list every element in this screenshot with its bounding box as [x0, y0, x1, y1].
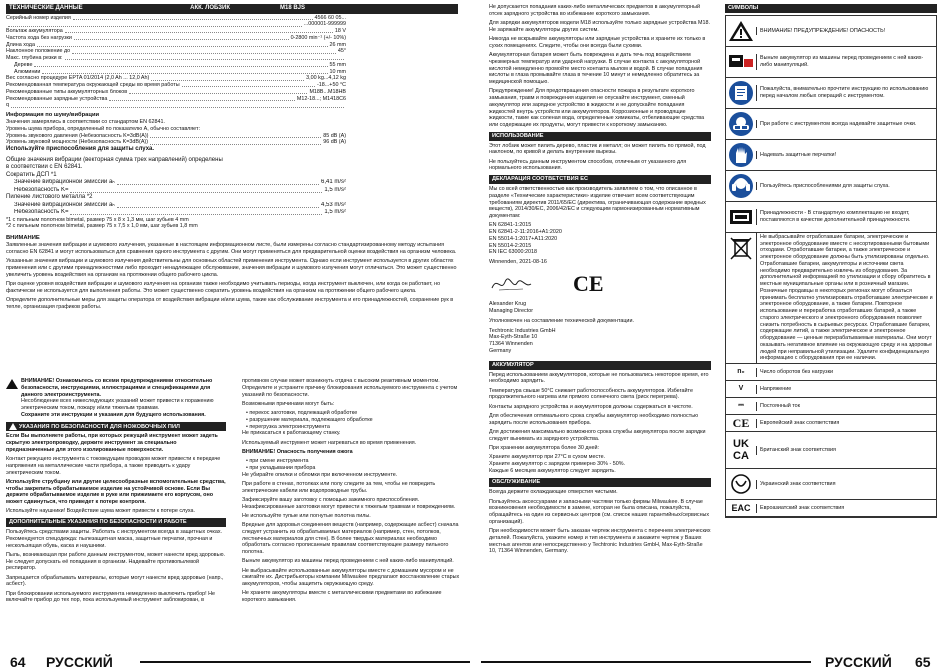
spec-leader: [109, 96, 295, 101]
symbol-row: [726, 364, 936, 381]
symbol-description: Украинский знак соответствия: [756, 480, 936, 489]
spec-leader: [74, 35, 289, 40]
standard-item: EN 62841-2-11:2016+A1:2020: [489, 229, 562, 236]
battery-remove-icon: [727, 48, 755, 76]
spec-row: [6, 42, 346, 49]
address-line: Germany: [489, 347, 512, 354]
spec-value: 45°: [337, 48, 346, 55]
footer-64: [0, 654, 475, 670]
spec-label: Вес согласно процедуре EPTA 01/2014 (2,0 Ah ... 12,0 Ah): [6, 75, 150, 82]
declaration-header: [489, 175, 711, 184]
spec-label: Дереве: [14, 61, 33, 68]
footer-rule: [140, 661, 470, 663]
warning-triangle-icon: [727, 17, 755, 45]
spec-row: [6, 82, 346, 89]
saw-safety-header: [6, 422, 226, 432]
symbol-row: [726, 500, 936, 517]
spec-value: 4566 60 05...: [314, 14, 346, 21]
spec-row: [6, 187, 346, 195]
battery-paragraph: Перед использованием аккумуляторов, которые не пользовались некоторое время, его необходимо зарядить.: [489, 371, 709, 385]
warning-keep: Сохраните эти инструкции и указания для будущего использования.: [21, 411, 206, 418]
symbols-column: [725, 4, 937, 650]
spec-row: [6, 202, 346, 210]
col2-paragraph: Не убирайте опилки и обломки при включенном инструменте.: [242, 471, 398, 478]
service-paragraph: При необходимости может быть заказан чертеж инструмента с перечнем электрических деталей. Пожалуйста, укажите номер и тип инструмента и закажите чертеж у Ваших местных агентов или непосредственно у Techtronic Industries GmbH, Max-Eyth-Straße 10, 71364 Winnenden, Germany.: [489, 528, 711, 555]
battery-paragraph: Каждые 6 месяцев аккумулятор следует зарядить.: [489, 467, 616, 474]
symbol-description: Пользуйтесь приспособлениями для защиты слуха.: [756, 182, 936, 191]
spec-leader: [70, 187, 322, 193]
spec-row: [6, 21, 346, 28]
spec-row: [6, 62, 346, 69]
ukraine-mark-icon: [727, 470, 755, 498]
attention-block: [6, 235, 458, 310]
service-paragraph: Всегда держите охлаждающие отверстия чистыми.: [489, 489, 618, 496]
spec-row: [6, 75, 346, 82]
battery-paragraph: Температура свыше 50°C снижает работоспособность аккумуляторов. Избегайте продолжительного нагрева или прямого солнечного света (риск перегрева).: [489, 387, 693, 401]
spec-row: [6, 28, 346, 35]
spec-value: ...000001-999999: [303, 21, 346, 28]
extra-paragraph: Пыль, возникающая при работе данным инструментом, может нанести вред здоровью. Не следует допускать её попадания в организм. Надевайте противопылевой респиратор.: [6, 551, 225, 572]
spec-label: Рекомендованные зарядные устройства: [6, 95, 108, 102]
service-paragraph: Пользуйтесь аксессуарами и запасными частями только фирмы Milwaukee. В случае возникновения необходимости в замене, которая не была описана, пожалуйста, обращайтесь на один из сервисных центров (см. список наших гарантийных/сервисных организаций).: [489, 498, 710, 525]
symbol-row: [726, 398, 936, 415]
battery-paragraph: Аккумуляторная батарея может быть повреждена и дать течь под воздействием чрезмерных температур или ударной нагрузки. В случае контакта с аккумуляторной кислотой немедленно промойте место контакта мылом и водой. В случае попадания кислоты в глаза промывайте глаза в течение 10 минут и немедленно обратитесь за медицинской помощью.: [489, 52, 703, 85]
saw-safety-title: УКАЗАНИЯ ПО БЕЗОПАСНОСТИ ДЛЯ НОЖОВОЧНЫХ ПИЛ: [19, 423, 180, 430]
page-number: 65: [915, 654, 931, 670]
symbol-row: [726, 469, 936, 500]
spec-value: 55 mm: [329, 61, 346, 68]
spec-value: 1,5 m/s²: [324, 209, 346, 216]
spec-row: [6, 179, 346, 187]
attention-paragraph: При оценке уровня воздействия вибрации и шумового излучения на организм также необходимо учитывать периоды, когда инструмент выключен, или когда он работает, но фактически не используется для выполнения работы. Это может существенно сократить уровень воздействия на организм на протяжении общего рабочего цикла.: [6, 281, 441, 294]
spec-value: 10 mm: [329, 68, 346, 75]
specs-header: [6, 4, 458, 14]
spec-row: [6, 69, 346, 76]
spec-leader: [151, 75, 304, 80]
spec-leader: [129, 89, 307, 94]
page-65: [475, 0, 950, 670]
page-number: 64: [10, 654, 26, 670]
standard-item: EN 62841-1:2015: [489, 222, 532, 229]
spec-row: [6, 209, 346, 217]
vibration-note: *1 с пильным полотном bimetal, размер 75 x 8 x 1,3 мм, шаг зубьев 4 mm: [6, 216, 189, 223]
symbol-description: Принадлежности - В стандартную комплектацию не входят, поставляются в качестве дополнительной принадлежности.: [756, 209, 936, 225]
symbol-description: Пожалуйста, внимательно прочтите инструкцию по использованию перед началом любых операций с инструментом.: [756, 85, 936, 101]
signer-role: Managing Director: [489, 308, 534, 315]
ear-protection-icon: [727, 172, 755, 200]
symbols-table: [725, 15, 937, 518]
footer-65: [475, 654, 950, 670]
symbol-row: [726, 109, 936, 140]
symbol-description: Надевать защитные перчатки!: [756, 151, 936, 160]
spec-leader: [70, 209, 322, 215]
signer-name: Alexander Krug: [489, 301, 527, 308]
spec-value: 3,00 kg...4,12 kg: [306, 75, 346, 82]
spec-label: Наклонное положение до: [6, 48, 71, 55]
spec-leader: [182, 82, 315, 87]
col2-paragraph: ВНИМАНИЕ! Опасность получения ожога: [242, 448, 353, 455]
col2-paragraph: • при укладывании прибора: [246, 464, 316, 471]
spec-value: M12-18...; M1418C6: [296, 95, 346, 102]
symbols-header: [725, 4, 937, 13]
spec-label: Длина хода: [6, 41, 35, 48]
attention-title: ВНИМАНИЕ: [6, 235, 40, 242]
spec-label: Алюминии: [14, 68, 41, 75]
service-title: ОБСЛУЖИВАНИЕ: [492, 479, 541, 486]
spec-label: Рекомендованные типы аккумуляторных блоков: [6, 88, 128, 95]
spec-row: [6, 133, 346, 140]
spec-label: Макс. глубина резки в:: [6, 55, 63, 61]
col2-paragraph: Зафиксируйте вашу заготовку с помощью зажимного приспособления. Незафиксированные заготовки могут привести к тяжелым травмам и повреждениям.: [242, 496, 456, 510]
spec-leader: [65, 28, 333, 33]
symbol-row: [726, 140, 936, 171]
ukca-letter: A: [741, 450, 749, 463]
extra-safety-title: ДОПОЛНИТЕЛЬНЫЕ УКАЗАНИЯ ПО БЕЗОПАСНОСТИ И РАБОТЕ: [9, 519, 187, 526]
page-language: РУССКИЙ: [825, 654, 892, 670]
model-name: M18 BJS: [279, 5, 305, 11]
authorized-text: Уполномочен на составление технической документации.: [489, 317, 634, 324]
spec-value: -18...+50 °C: [317, 82, 346, 88]
use-header: [489, 132, 711, 141]
ukca-mark-icon: [727, 433, 755, 467]
safety-paragraph: Если Вы выполняете работы, при которых режущий инструмент может задеть скрытую электропроводку, держите инструмент за специально предназначенные для этого изолированные поверхности.: [6, 433, 218, 453]
noise-block: [6, 112, 346, 230]
spec-leader: [150, 133, 321, 138]
spec-row: [6, 48, 346, 55]
spec-leader: [72, 48, 336, 53]
noise-intro: Значения замерялись в соответствии со стандартом EN 62841.: [6, 119, 165, 126]
spec-label: Небезопасность K=: [14, 186, 69, 193]
spec-value: M18B...M18HB: [309, 88, 346, 95]
ukca-letter: C: [733, 450, 741, 463]
spec-label: Серийный номер изделия: [6, 14, 71, 21]
symbol-description: Постоянный ток: [756, 402, 936, 411]
battery-header: [489, 361, 711, 370]
left-col-safety: [6, 378, 226, 650]
page-language: РУССКИЙ: [46, 654, 113, 670]
general-warning: [6, 378, 226, 419]
ce-mark: CE: [573, 270, 604, 296]
spec-value: 6,41 m/s²: [320, 179, 346, 186]
spec-leader: [42, 69, 327, 74]
spec-label: Значение вибрационной эмиссии aₕ: [14, 179, 115, 186]
col2-paragraph: Выньте аккумулятор из машины перед проведением с ней каких-либо манипуляций.: [242, 558, 454, 565]
safety-paragraph: Используйте наушники! Воздействие шума может привести к потере слуха.: [6, 508, 196, 515]
ce-mark-icon: CE: [732, 415, 750, 430]
symbol-description: Число оборотов без нагрузки: [756, 368, 936, 377]
battery-paragraph: Храните аккумулятор с зарядом примерно 30% - 50%.: [489, 460, 626, 467]
symbol-description: Напряжение: [756, 385, 936, 394]
warning-title: ВНИМАНИЕ! Ознакомьтесь со всеми предупреждениями относительно безопасности, инструкциями, иллюстрациями и спецификациями для данного электроинструмента.: [21, 378, 213, 398]
symbol-row: [726, 78, 936, 109]
col2-paragraph: • разрушение материала, подлежащего обработке: [246, 416, 373, 423]
battery-paragraph: Для обеспечения оптимального срока службы аккумулятор необходимо полностью зарядить после использования прибора.: [489, 412, 699, 426]
spec-label: Уровень звукового давления (Небезопасность K=3dB(A)): [6, 132, 149, 139]
attention-paragraph: Заявленные значения вибрации и шумового излучения, указанные в настоящем информационном листе, были измерены согласно стандартизированному методу испытания согласно EN 62841 и могут использоваться для сравнения одного инструмента с другим. Они могут применяться для предварительной оценки воздействия на организм человека.: [6, 242, 457, 256]
col2-paragraph: Вредные для здоровья соединения веществ (например, содержащие асбест) сначала следует устранить из обрабатываемых материалов (например, стен, потолков, лестничных материалов для стен). В более твердых материалах необходимо обработать согласно прописанным правилам соответствующее размеру пильного полотна.: [242, 522, 459, 555]
symbol-row: [726, 47, 936, 78]
symbol-description: Европейский знак соответствия: [756, 419, 936, 428]
warning-text: Несоблюдение всех нижеследующих указаний может привести к поражению электрическим током, пожару и/или тяжелым травмам.: [21, 398, 214, 411]
vibration-group-title: Сократить ДСП *1: [6, 171, 57, 178]
symbol-description: Не выбрасывайте отработавшие батареи, электрические и электронное оборудование вместе с несортированными бытовыми отходами. Отработавшие батареи, а также электрическое и электронное оборудование должны быть утилизированы отдельно. Отработавшие батареи, аккумуляторы и источники света необходимо предварительно извлечь из оборудования. За дополнительной информацией по утилизации и сбору обратитесь в местные муниципальные органы или в розничный магазин. Розничные продавцы в некоторых регионах могут обязаться принимать бесплатно утилизировать отработавшие электрические и электронное оборудование, а также батареи. Повторное использование и переработка отработавших батарей, а также старого электрического и электронного оборудования позволяет снизить потребность в сырьевых ресурсах. Отработавшие батареи, содержащие литий, а также электрическое и электронное оборудование — ценные перерабатываемые материалы. Они могут оказывать негативное влияние на окружающую среду и на здоровье людей при неправильной утилизации. Удалите конфиденциальную информацию с оборудования при ее наличии.: [756, 233, 936, 363]
left-col-2: [242, 378, 467, 650]
spec-value: 18 V: [334, 28, 346, 34]
address-line: Max-Eyth-Straße 10: [489, 334, 538, 341]
spec-value: 4,53 m/s²: [320, 201, 346, 208]
warning-triangle-icon: [9, 423, 17, 430]
dc-symbol: ⎓: [738, 401, 744, 409]
noise-title: Информация по шуму/вибрации: [6, 112, 100, 118]
spec-leader: [8, 21, 302, 26]
declaration-text: Мы со всей ответственностью как производитель заявляем о том, что описанное в разделе «Технические характеристики» изделие отвечает всем соответствующим требованиям директив 2011/65/EC (директива, ограничивающая содержание вредных веществ), 2014/30/EC, 2006/42/EC и следующим гармонизированным нормативным документам:: [489, 186, 706, 220]
spec-leader: [37, 42, 328, 47]
safety-paragraph: Контакт режущего инструмента с токоведущим проводом может привести к передаче напряжения на металлические части прибора, а также приводить к удару электрическим током.: [6, 456, 221, 476]
spec-leader: [65, 55, 344, 60]
weee-bin-icon: [727, 234, 755, 262]
n0-symbol: n₀: [737, 367, 745, 375]
vibration-intro: Общие значения вибрации (векторная сумма трех направлений) определены в соответствии с EN 62841.: [6, 156, 223, 171]
symbol-row: [726, 202, 936, 233]
signature-row: [489, 270, 711, 298]
service-header: [489, 478, 711, 487]
battery-paragraph: Для достижения максимально возможного срока службы аккумулятора после зарядки следует вынимать из зарядного устройства.: [489, 428, 706, 442]
use-text: Этот лобзик может пилить дерево, пластик и металл; он может пилить по прямой, под наклоном, по кривой и делать внутренние вырезы.: [489, 142, 706, 156]
noise-warning: Используйте приспособления для защиты слуха.: [6, 146, 155, 153]
spec-row: [6, 55, 346, 62]
spec-value: 0-2800 min⁻¹ (+/- 10%): [290, 34, 346, 41]
symbol-row: [726, 432, 936, 469]
col2-paragraph: Не используйте тупые или погнутые полотна пилы.: [242, 512, 371, 519]
vibration-group-title: Пиление листового металла *2: [6, 194, 93, 201]
col2-paragraph: • перекос заготовки, подлежащей обработке: [246, 410, 358, 416]
symbol-description: ВНИМАНИЕ! ПРЕДУПРЕЖДЕНИЕ! ОПАСНОСТЬ!: [756, 27, 936, 36]
symbol-row: [726, 233, 936, 364]
standard-item: EN IEC 63000:2018: [489, 249, 537, 256]
spec-label: q: [6, 102, 9, 109]
address-line: Techtronic Industries GmbH: [489, 327, 556, 334]
attention-paragraph: Определите дополнительные меры для защиты оператора от воздействия вибрации и/или шума, такие как обслуживание инструмента и его принадлежностей, сохранение рук в тепле, организация графиков работы.: [6, 297, 454, 310]
col2-paragraph: • при смене инструмента: [246, 458, 309, 464]
symbol-description: Евроазиатский знак соответствия: [756, 504, 936, 513]
spec-row: [6, 96, 346, 103]
battery-paragraph: Храните аккумулятор при 27°C в сухом месте.: [489, 454, 606, 461]
col2-paragraph: противном случае может возникнуть отдача с высоким реактивным моментом. Определите и устраните причину блокирования используемого инструмента с учетом указаний по безопасности.: [242, 378, 458, 398]
battery-paragraph: Контакты зарядного устройства и аккумуляторов должны содержаться в чистоте.: [489, 403, 693, 410]
battery-title: АККУМУЛЯТОР: [492, 361, 534, 368]
spec-leader: [150, 139, 321, 144]
declaration-title: ДЕКЛАРАЦИЯ СООТВЕТСТВИЯ ЕС: [492, 176, 588, 183]
vibration-notes: [6, 217, 346, 231]
battery-paragraph: При хранении аккумулятора более 30 дней:: [489, 444, 599, 451]
standards-list: [489, 222, 711, 256]
goggles-icon: [727, 110, 755, 138]
ukca-letters: [733, 438, 749, 462]
spec-leader: [34, 62, 327, 67]
v-symbol: V: [738, 384, 744, 392]
symbol-row: [726, 381, 936, 398]
spec-row: [6, 102, 346, 109]
spec-value: 85 dB (A): [323, 132, 346, 139]
spec-row: [6, 89, 346, 96]
extra-paragraph: Пользуйтесь средствами защиты. Работать с инструментом всегда в защитных очках. Рекомендуется спецодежда: пылезащитная маска, защитные перчатки, прочная и нескользящая обувь, каска и наушники.: [6, 529, 223, 549]
col2-paragraph: Используемый инструмент может нагреваться во время применения.: [242, 439, 417, 446]
spec-label: Значение вибрационной эмиссии aₕ: [14, 201, 115, 208]
symbols-title: СИМВОЛЫ: [728, 5, 759, 11]
symbol-row: [726, 171, 936, 202]
accessory-icon: [727, 203, 755, 231]
spec-leader: [117, 179, 319, 185]
standard-item: EN 55014-1:2017+A11:2020: [489, 235, 558, 242]
symbol-row: [726, 415, 936, 432]
spec-label: Рекомендованная температура окружающей среды во время работы: [6, 82, 180, 88]
extra-paragraph: Запрещается обрабатывать материалы, которые могут нанести вред здоровью (напр., асбест).: [6, 574, 224, 588]
warning-triangle-icon: [6, 379, 18, 389]
ukca-letter: K: [741, 438, 749, 451]
use-text: Не пользуйтесь данным инструментом способом, отличным от указанного для нормального использования.: [489, 158, 687, 172]
symbol-description: Британский знак соответствия: [756, 446, 936, 455]
specs-title: ТЕХНИЧЕСКИЕ ДАННЫЕ: [9, 5, 83, 11]
read-manual-icon: [727, 79, 755, 107]
ukca-letter: U: [733, 438, 741, 451]
col2-paragraph: Не храните аккумуляторы вместе с металлическими предметами во избежание короткого замыкания.: [242, 590, 442, 603]
battery-paragraph: Не допускается попадания каких-либо металлических предметов в аккумуляторный отсек зарядного устройства во избежание короткого замыкания.: [489, 4, 701, 17]
spec-label: Вольтаж аккумулятора: [6, 28, 63, 34]
col2-paragraph: При работе в стенах, потолках или полу следите за тем, чтобы не повредить электрические кабели или водопроводные трубы.: [242, 480, 436, 494]
col2-paragraph: Не выбрасывайте использованные аккумуляторы вместе с домашним мусором и не сжигайте их. Дистрибьюторы компании Milwaukee предлагают восстановление старых аккумуляторов, чтобы защитить окружающую среду.: [242, 567, 460, 587]
address: [489, 328, 711, 355]
declaration-place: Winnenden, 2021-08-16: [489, 259, 547, 266]
specs-block: [6, 4, 458, 374]
spec-label: Частота хода без нагрузки: [6, 34, 72, 41]
model-label: АКК. ЛОБЗИК: [190, 5, 230, 11]
extra-paragraph: При блокировании используемого инструмента немедленно выключить прибор! Не включайте прибор до тех пор, пока используемый инструмент заблокирован, в: [6, 590, 215, 604]
eac-mark-icon: EAC: [731, 502, 751, 513]
extra-safety-header: [6, 518, 226, 527]
spec-leader: [73, 15, 313, 20]
footer-rule: [481, 661, 811, 663]
signature-icon: [489, 274, 533, 294]
spec-label: Уровень звуковой мощности (Небезопасность K=3dB(A)): [6, 139, 149, 146]
address-line: 71364 Winnenden: [489, 341, 533, 348]
use-title: ИСПОЛЬЗОВАНИЕ: [492, 132, 544, 139]
noise-intro2: Уровень шума прибора, определенный по показателю A, обычно составляет:: [6, 125, 200, 132]
specs-table: [6, 15, 346, 110]
safety-paragraph: Используйте струбцину или другие целесообразные вспомогательные средства, чтобы закрепить обрабатываемое изделие на устойчивой основе. Если Вы держите обрабатываемое изделие в руке или прижимаете его корпусом, оно может сдвинуться, что приведет к потере контроля.: [6, 478, 226, 506]
spec-row: [6, 15, 346, 22]
right-col-1: [489, 4, 711, 652]
symbol-description: Выньте аккумулятор из машины перед проведением с ней каких-либо манипуляций.: [756, 54, 936, 70]
vibration-note: *2 с пильным полотном bimetal, размер 75 x 7,5 x 1,0 мм, шаг зубьев 1,8 mm: [6, 223, 198, 230]
standard-item: EN 55014-2:2015: [489, 242, 532, 249]
col2-paragraph: Возможными причинами могут быть:: [242, 400, 335, 407]
symbol-row: [726, 16, 936, 47]
spec-leader: [11, 102, 344, 107]
symbol-description: При работе с инструментом всегда надевайте защитные очки.: [756, 120, 936, 129]
col2-paragraph: • перегрузка электроинструмента: [246, 423, 330, 430]
battery-paragraph: Для зарядки аккумуляторов модели M18 используйте только зарядные устройства M18. Не заряжайте аккумуляторы других систем.: [489, 20, 711, 33]
battery-paragraph: Никогда не вскрывайте аккумуляторы или зарядные устройства и храните их только в сухих помещениях. Следите, чтобы они всегда были сухими.: [489, 36, 706, 49]
spec-row: [6, 35, 346, 42]
spec-value: 1,5 m/s²: [324, 186, 346, 193]
spec-value: 26 mm: [329, 41, 346, 48]
battery-paragraph: Предупреждение! Для предотвращения опасности пожара в результате короткого замыкания, травм и повреждения изделия не опускайте инструмент, сменный аккумулятор или зарядное устройство в жидкости и не допускайте попадания жидкостей внутрь устройств или аккумуляторов. Коррозионные и проводящие жидкости, такие как соленая вода, определенные химикаты, отбеливающие средства или содержащие их продукты, могут привести к короткому замыканию.: [489, 88, 705, 128]
spec-label: Небезопасность K=: [14, 209, 69, 216]
col2-paragraph: Не прикасаться к работающему станку.: [242, 430, 341, 437]
spec-value: 96 dB (A): [323, 139, 346, 146]
spec-leader: [117, 202, 319, 208]
attention-paragraph: Указанные значения вибрации и шумового излучения действительны для основных областей применения инструмента. Однако если инструмент используется в других областях применения или с другими принадлежностями либо проходит ненадлежащее обслуживание, значения вибрации и шумового излучения могут отличаться. Это может существенно увеличить уровень воздействия на организм на протяжении общего рабочего цикла.: [6, 258, 457, 278]
gloves-icon: [727, 141, 755, 169]
